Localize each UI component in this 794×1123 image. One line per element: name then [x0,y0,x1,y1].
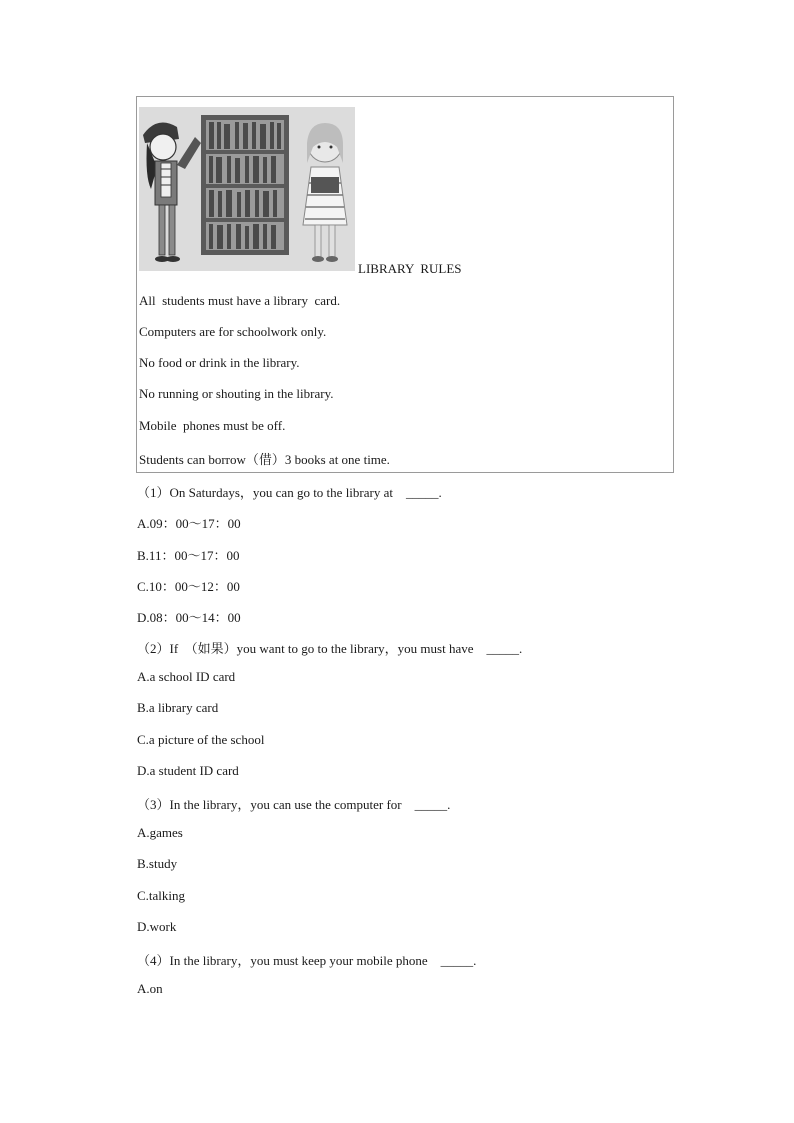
notice-title: LIBRARY RULES [358,261,462,276]
bookshelf-icon [201,115,289,255]
question-stem: （2）If （如果）you want to go to the library，you must have _____. [137,641,523,656]
answer-option[interactable]: D.08：00～14：00 [137,610,241,625]
answer-option[interactable]: C.a picture of the school [137,732,265,747]
answer-option[interactable]: A.09：00～17：00 [137,516,241,531]
answer-option[interactable]: B.11：00～17：00 [137,548,240,563]
answer-option[interactable]: A.games [137,825,183,840]
rule-text: No food or drink in the library. [139,355,300,370]
answer-option[interactable]: A.on [137,981,163,996]
rule-text: All students must have a library card. [139,293,341,308]
rule-text: Mobile phones must be off. [139,418,286,433]
rule-text: Students can borrow（借）3 books at one time. [139,452,390,467]
answer-option[interactable]: C.10：00～12：00 [137,579,240,594]
answer-option[interactable]: A.a school ID card [137,669,236,684]
answer-option[interactable]: D.work [137,919,177,934]
library-rules-box [136,96,674,473]
answer-option[interactable]: B.a library card [137,700,219,715]
question-stem: （4）In the library，you must keep your mobile phone _____. [137,953,477,968]
answer-option[interactable]: B.study [137,856,178,871]
answer-option[interactable]: D.a student ID card [137,763,239,778]
rule-text: No running or shouting in the library. [139,386,334,401]
answer-option[interactable]: C.talking [137,888,186,903]
question-stem: （1）On Saturdays，you can go to the library at _____. [137,485,442,500]
question-stem: （3）In the library，you can use the computer for _____. [137,797,451,812]
rule-text: Computers are for schoolwork only. [139,324,327,339]
library-illustration [139,107,355,271]
